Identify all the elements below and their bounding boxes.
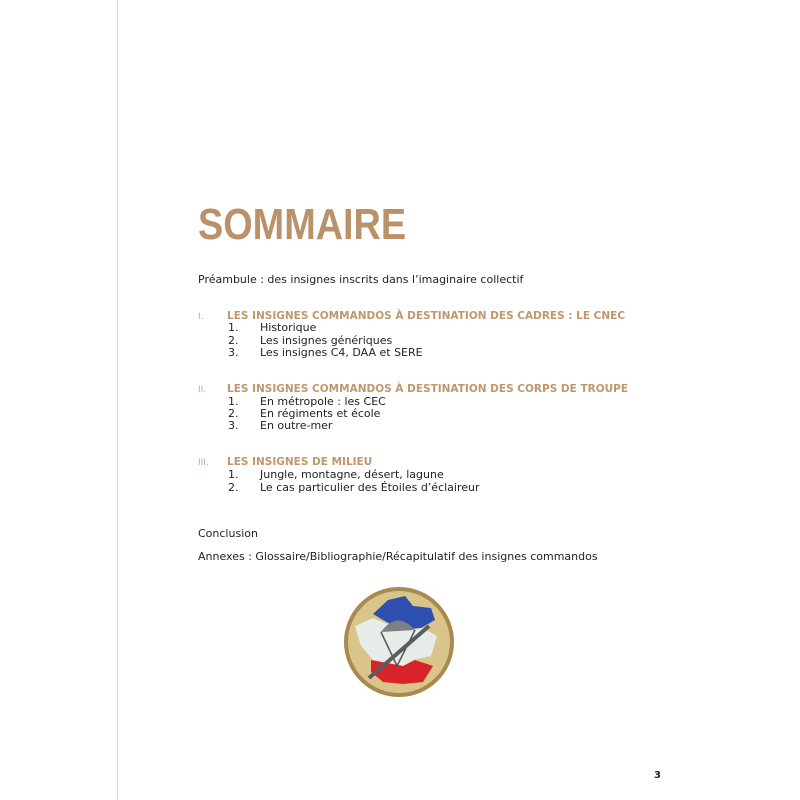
item-number: 2. xyxy=(228,334,239,347)
item-number: 1. xyxy=(228,321,239,334)
commando-insignia-image xyxy=(343,586,455,698)
item-number: 2. xyxy=(228,407,239,420)
preamble: Préambule : des insignes inscrits dans l’imaginaire collectif xyxy=(198,273,524,286)
item-text: Les insignes génériques xyxy=(260,334,393,347)
item-number: 2. xyxy=(228,481,239,494)
section-title: LES INSIGNES DE MILIEU xyxy=(227,456,373,468)
annexes: Annexes : Glossaire/Bibliographie/Récapitulatif des insignes commandos xyxy=(198,550,598,563)
item-number: 3. xyxy=(228,419,239,432)
page-edge xyxy=(117,0,118,800)
item-text: En régiments et école xyxy=(260,407,381,420)
conclusion: Conclusion xyxy=(198,527,258,540)
list-item xyxy=(228,346,423,359)
section-number: I. xyxy=(198,312,204,322)
section-title: LES INSIGNES COMMANDOS À DESTINATION DES CORPS DE TROUPE xyxy=(227,383,629,395)
item-text: Le cas particulier des Étoiles d’éclaireur xyxy=(260,481,480,494)
item-text: En outre-mer xyxy=(260,419,333,432)
item-number: 1. xyxy=(228,395,239,408)
list-item xyxy=(228,481,480,494)
page-number: 3 xyxy=(654,770,661,781)
item-text: Jungle, montagne, désert, lagune xyxy=(260,468,444,481)
section-number: II. xyxy=(198,385,207,395)
list-item xyxy=(228,468,444,481)
page-title: SOMMAIRE xyxy=(198,200,407,249)
item-text: Les insignes C4, DAA et SERE xyxy=(260,346,423,359)
item-number: 1. xyxy=(228,468,239,481)
list-item xyxy=(228,419,332,432)
item-number: 3. xyxy=(228,346,239,359)
item-text: Historique xyxy=(260,321,317,334)
item-text: En métropole : les CEC xyxy=(260,395,386,408)
list-item xyxy=(228,321,316,334)
section-number: III. xyxy=(198,458,209,468)
section-3-heading xyxy=(198,456,372,468)
section-2-heading xyxy=(198,383,628,395)
section-title: LES INSIGNES COMMANDOS À DESTINATION DES CADRES : LE CNEC xyxy=(227,310,626,322)
